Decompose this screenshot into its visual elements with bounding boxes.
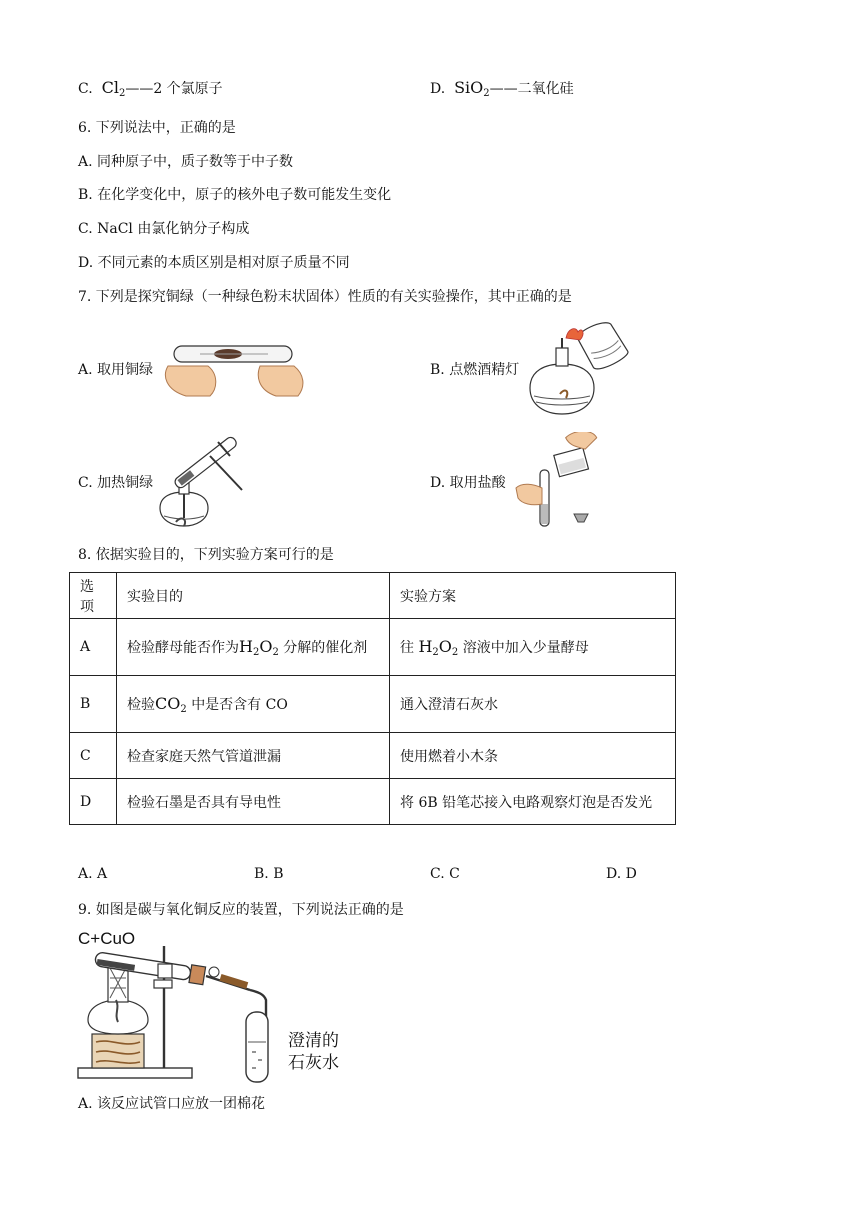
table-row (70, 733, 676, 779)
figure-heat-copper-green (152, 436, 252, 528)
q5-option-c-text: ——2 个氯原子 (125, 81, 223, 97)
q9-option-a: A. 该反应试管口应放一团棉花 (78, 1096, 266, 1112)
q8-option-c: C. C (430, 866, 460, 882)
q8-experiment-table (69, 572, 676, 825)
table-cell-plan: 往 $H_2O_2$ 溶液中加入少量酵母 (390, 619, 676, 676)
q6-option-c: C. NaCl 由氯化钠分子构成 (78, 221, 250, 237)
figure-light-alcohol-lamp (520, 318, 638, 418)
label-limewater-line2: 石灰水 (288, 1053, 339, 1072)
table-cell-option: A (70, 619, 117, 676)
table-cell-aim: 检验石墨是否具有导电性 (117, 779, 390, 825)
q9-stem: 9. 如图是碳与氧化铜反应的装置，下列说法正确的是 (78, 902, 404, 918)
table-header-option: 选项 (70, 573, 117, 619)
table-header-aim: 实验目的 (117, 573, 390, 619)
q8-option-b: B. B (254, 866, 284, 882)
figure-take-hydrochloric-acid (512, 432, 612, 530)
q5-option-d-text: ——二氧化硅 (489, 81, 574, 97)
q7-option-a: A. 取用铜绿 (78, 362, 154, 378)
figure-take-copper-green (160, 330, 310, 402)
table-cell-option: C (70, 733, 117, 779)
table-row (70, 779, 676, 825)
table-header-row (70, 573, 676, 619)
q6-option-a: A. 同种原子中，质子数等于中子数 (78, 154, 294, 170)
q5-option-c-formula: $Cl_2$ (101, 78, 126, 99)
table-cell-plan: 使用燃着小木条 (390, 733, 676, 779)
q7-option-c: C. 加热铜绿 (78, 475, 154, 491)
table-cell-aim: 检验酵母能否作为$H_2O_2$ 分解的催化剂 (117, 619, 390, 676)
table-cell-plan: 通入澄清石灰水 (390, 676, 676, 733)
label-reagent: C+CuO (78, 929, 136, 948)
table-header-plan: 实验方案 (390, 573, 676, 619)
q5-option-c: C. $Cl_2——2$ 个氯原子 (78, 78, 223, 99)
table-cell-option: B (70, 676, 117, 733)
table-cell-aim: 检验$CO_2$ 中是否含有 CO (117, 676, 390, 733)
table-cell-aim: 检查家庭天然气管道泄漏 (117, 733, 390, 779)
table-row (70, 676, 676, 733)
q8-stem: 8. 依据实验目的，下列实验方案可行的是 (78, 547, 334, 563)
table-cell-option: D (70, 779, 117, 825)
q5-option-d-formula: SiO$_2$ (454, 78, 490, 99)
table-row (70, 619, 676, 676)
q5-option-d: D. SiO$_2$——二氧化硅 (430, 78, 574, 99)
figure-carbon-copper-oxide-apparatus (74, 924, 364, 1084)
q6-stem: 6. 下列说法中，正确的是 (78, 120, 236, 136)
q8-option-d: D. D (606, 866, 637, 882)
q6-option-b: B. 在化学变化中，原子的核外电子数可能发生变化 (78, 187, 392, 203)
q6-option-d: D. 不同元素的本质区别是相对原子质量不同 (78, 255, 350, 271)
q7-option-d: D. 取用盐酸 (430, 475, 506, 491)
q8-option-a: A. A (78, 866, 108, 882)
q7-stem: 7. 下列是探究铜绿（一种绿色粉末状固体）性质的有关实验操作，其中正确的是 (78, 289, 572, 305)
label-limewater-line1: 澄清的 (288, 1031, 339, 1050)
table-cell-plan: 将 6B 铅笔芯接入电路观察灯泡是否发光 (390, 779, 676, 825)
q7-option-b: B. 点燃酒精灯 (430, 362, 520, 378)
